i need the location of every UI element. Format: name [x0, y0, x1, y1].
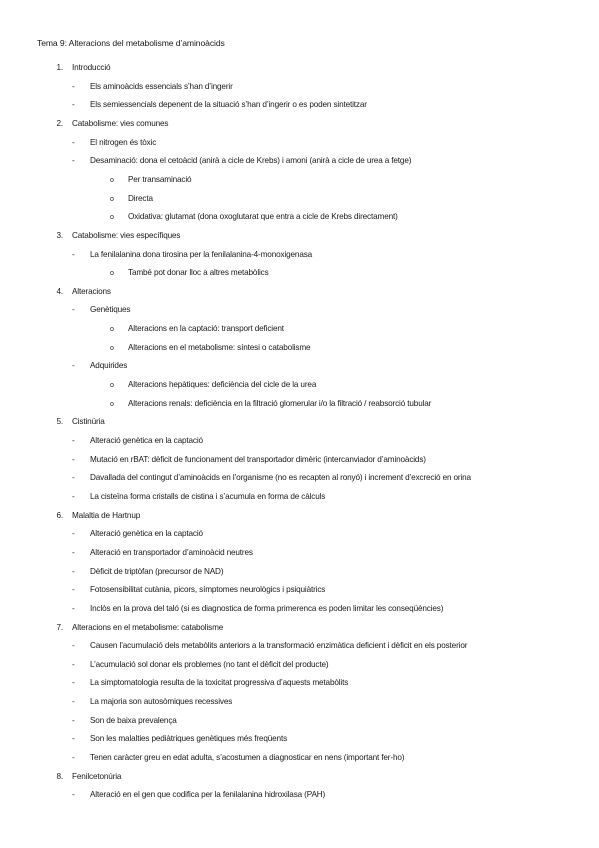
- list-item-text: L’acumulació sol donar els problemes (no tant el dèficit del producte): [90, 659, 329, 669]
- sub-list-item-text: Alteracions en el metabolisme: síntesi o catabolisme: [128, 342, 311, 352]
- bullet-marker: o: [110, 382, 114, 390]
- dash-marker: -: [72, 585, 75, 595]
- dash-marker: -: [72, 697, 75, 707]
- list-item-text: Els aminoàcids essencials s’han d’ingerir: [90, 81, 233, 91]
- sub-list-item-text: Alteracions en la captació: transport deficient: [128, 324, 284, 334]
- bullet-marker: o: [110, 344, 114, 352]
- bullet-marker: o: [110, 326, 114, 334]
- section-heading: Alteracions: [72, 286, 111, 296]
- section-heading: Catabolisme: vies específiques: [72, 230, 181, 240]
- sub-list-item-text: Alteracions renals: deficiència en la filtració glomerular i/o la filtració / reabsorció tubular: [128, 398, 432, 408]
- dash-marker: -: [72, 790, 75, 800]
- list-item-text: La fenilalanina dona tirosina per la fenilalanina-4-monoxigenasa: [90, 249, 313, 259]
- section-number: 2.: [56, 118, 63, 128]
- list-item-text: La majoria son autosòmiques recessives: [90, 697, 233, 707]
- section-number: 4.: [56, 286, 63, 296]
- section-number: 7.: [56, 622, 63, 632]
- dash-marker: -: [72, 547, 75, 557]
- section-number: 1.: [56, 63, 63, 72]
- dash-marker: -: [72, 137, 75, 147]
- dash-marker: -: [72, 659, 75, 669]
- list-item-text: Tenen caràcter greu en edat adulta, s’acostumen a diagnosticar en nens (important fer-ho): [90, 753, 405, 763]
- dash-marker: -: [72, 473, 75, 483]
- sub-list-item-text: També pot donar lloc a altres metabòlics: [128, 268, 269, 278]
- list-item-text: Desaminació: dona el cetoàcid (anirà a cicle de Krebs) i amoni (anirà a cicle de urea a fetge): [90, 156, 412, 166]
- list-item-text: Alteració en el gen que codifica per la fenilalanina hidroxilasa (PAH): [90, 790, 326, 800]
- section-number: 6.: [56, 510, 63, 520]
- list-item-text: Son les malalties pediàtriques genètiques més freqüents: [90, 734, 288, 744]
- list-item-text: Causen l’acumulació dels metabòlits anteriors a la transformació enzimàtica deficient i dèficit en els posterior: [90, 641, 468, 651]
- section-heading: Fenilcetonúria: [72, 771, 122, 781]
- list-item-text: Mutació en rBAT: dèficit de funcionament del transportador dimèric (intercanviador d’aminoàcids): [90, 454, 426, 464]
- sub-list-item-text: Directa: [128, 193, 153, 203]
- section-heading: Alteracions en el metabolisme: catabolisme: [72, 622, 224, 632]
- dash-marker: -: [72, 100, 75, 110]
- list-item-text: Inclòs en la prova del taló (si es diagnostica de forma primerenca es poden limitar les conseqüències): [90, 603, 444, 613]
- dash-marker: -: [72, 305, 75, 315]
- list-item-text: Fotosensibilitat cutània, picors, símptomes neurològics i psiquiàtrics: [90, 585, 326, 595]
- dash-marker: -: [72, 566, 75, 576]
- dash-marker: -: [72, 454, 75, 464]
- bullet-marker: o: [110, 195, 114, 203]
- sub-list-item-text: Per transaminació: [128, 174, 192, 184]
- dash-marker: -: [72, 641, 75, 651]
- list-item-text: Alteració genètica en la captació: [90, 436, 203, 445]
- bullet-marker: o: [110, 176, 114, 184]
- list-item-text: La cisteïna forma cristalls de cistina i s’acumula en forma de càlculs: [90, 491, 326, 501]
- bullet-marker: o: [110, 400, 114, 408]
- list-item-text: Adquirides: [90, 361, 128, 371]
- dash-marker: -: [72, 491, 75, 501]
- section-heading: Catabolisme: vies comunes: [72, 118, 169, 128]
- dash-marker: -: [72, 529, 75, 539]
- dash-marker: -: [72, 715, 75, 725]
- section-number: 3.: [56, 230, 63, 240]
- bullet-marker: o: [110, 214, 114, 222]
- section-heading: Cistinúria: [72, 417, 105, 427]
- dash-marker: -: [72, 734, 75, 744]
- section-number: 8.: [56, 771, 63, 781]
- list-item-text: Alteració en transportador d’aminoàcid neutres: [90, 547, 253, 557]
- section-number: 5.: [56, 417, 63, 427]
- sub-list-item-text: Oxidativa: glutamat (dona oxoglutarat que entra a cicle de Krebs directament): [128, 212, 398, 222]
- dash-marker: -: [72, 436, 75, 445]
- dash-marker: -: [72, 603, 75, 613]
- list-item-text: Alteració genètica en la captació: [90, 529, 203, 539]
- list-item-text: Davallada del contingut d’aminoàcids en l’organisme (no es recapten al ronyó) i increment d’excreció en orina: [90, 473, 471, 483]
- list-item-text: La simptomatologia resulta de la toxicitat progressiva d’aquests metabòlits: [90, 678, 349, 688]
- dash-marker: -: [72, 361, 75, 371]
- dash-marker: -: [72, 249, 75, 259]
- list-item-text: Els semiessencials depenent de la situació s’han d’ingerir o es poden sintetitzar: [90, 100, 367, 110]
- sub-list-item-text: Alteracions hepàtiques: deficiència del cicle de la urea: [128, 380, 317, 390]
- section-heading: Introducció: [72, 63, 111, 72]
- dash-marker: -: [72, 81, 75, 91]
- document-title: Tema 9: Alteracions del metabolisme d’aminoàcids: [37, 38, 225, 48]
- dash-marker: -: [72, 678, 75, 688]
- dash-marker: -: [72, 753, 75, 763]
- list-item-text: El nitrogen és tòxic: [90, 137, 157, 147]
- section-heading: Malaltia de Hartnup: [72, 510, 141, 520]
- list-item-text: Son de baixa prevalença: [90, 715, 177, 725]
- list-item-text: Genètiques: [90, 305, 131, 315]
- list-item-text: Dèficit de triptòfan (precursor de NAD): [90, 566, 224, 576]
- bullet-marker: o: [110, 270, 114, 278]
- dash-marker: -: [72, 156, 75, 166]
